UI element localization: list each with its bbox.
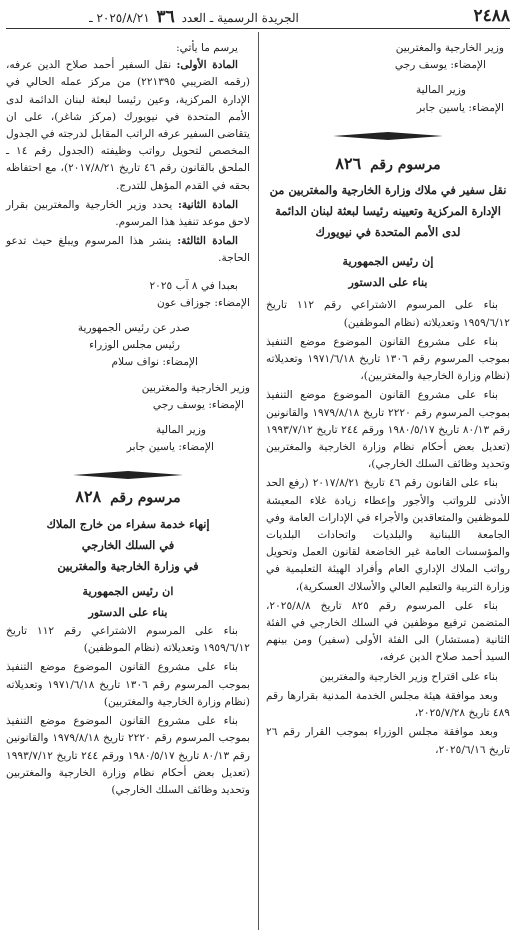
pm-title: رئيس مجلس الوزراء [89, 339, 180, 352]
decree-828-clause: بناء على مشروع القانون الموضوع موضع التنفيذ بموجب المرسوم رقم ٢٢٢٠ تاريخ ١٩٧٩/٨/١٨ والقانونين رقم ٨٠/١٣ تاريخ ١٩٨٠/٥/١٧ ورقم ٢٤٤ تاريخ ١٩٩٣/٧/١٢ (تعديل بعض أحكام نظام وزارة الخارجية والمغتربين وتحديد وظائف السلك الخارجي) [6, 715, 250, 796]
right-column [266, 40, 510, 761]
pm-signature: الإمضاء: نواف سلام [111, 356, 198, 369]
column-divider [258, 32, 259, 930]
decree-828-clause: بناء على مشروع القانون الموضوع موضع التنفيذ بموجب المرسوم رقم ١٣٠٦ تاريخ ١٩٧١/٦/١٨ وتعديلاته (نظام وزارة الخارجية والمغتربين) [6, 661, 250, 708]
decree-826-clause: بناء على المرسوم رقم ٨٢٥ تاريخ ٢٠٢٥/٨/٨، المتضمن ترفيع موظفين في السلك الخارجي في الفئة الثانية (مستشار) الى الفئة الأولى (سفير) ومن بينهم السيد أحمد صلاح الدين عرفه، [266, 599, 510, 664]
decree-828-number: ٨٢٨ [75, 487, 102, 507]
page-header [6, 6, 510, 28]
decree-828-constitution: بناء على الدستور [88, 604, 168, 619]
decree-826-president: إن رئيس الجمهورية [342, 254, 434, 269]
article-2-label: المادة الثانية: [177, 198, 239, 211]
article-1-text: نقل السفير أحمد صلاح الدين عرفه، (رقمه الضريبي ٢٢١٣٩٥) من مركز عمله الحالي في الإدارة المركزية، وعين رئيسا لبعثة لبنان الدائمة لدى الأمم المتحدة في نيويورك (مركز شاغر)، على ان يتقاضى السفير عرفه الراتب المقابل لدرجته في الجدول المخصص لتحويل رواتب وظيفته (الجدول رقم ١٤ ـ الملحق بالقانون رقم ٤٦ تاريخ ٢٠١٧/٨/٢١)، مع احتفاظه بحقه في القدم المؤهل للتدرج. [6, 59, 250, 192]
decree-828-subject-line: في السلك الخارجي [81, 537, 175, 552]
decree-826-clause: بناء على المرسوم الاشتراعي رقم ١١٢ تاريخ ١٩٥٩/٦/١٢ وتعديلاته (نظام الموظفين) [266, 299, 510, 329]
decree-828-subject-line: إنهاء خدمة سفراء من خارج الملاك [46, 516, 210, 531]
article-3 [6, 233, 250, 267]
article-2 [6, 197, 250, 231]
top-minister-signature: الإمضاء: يوسف رجي [394, 59, 486, 72]
decree-826-clause: بناء على اقتراح وزير الخارجية والمغتربين [319, 670, 498, 683]
decree-828-title [6, 488, 250, 507]
gazette-header [6, 7, 382, 27]
decree-828-subject-line: في وزارة الخارجية والمغتربين [57, 558, 199, 573]
decree-826-clause: وبعد موافقة مجلس الوزراء بموجب القرار رقم ٢٦ تاريخ ٢٠٢٥/٦/١٦، [266, 726, 510, 756]
top-minister-title: وزير الخارجية والمغتربين [395, 42, 504, 54]
decree-828-clause: بناء على المرسوم الاشتراعي رقم ١١٢ تاريخ ١٩٥٩/٦/١٢ وتعديلاته (نظام الموظفين) [6, 625, 250, 655]
decree-828-president: ان رئيس الجمهورية [82, 583, 174, 598]
decrees-line: يرسم ما يأتي: [176, 42, 238, 54]
issue-date: ٢٠٢٥/٨/٢١ ـ [89, 11, 150, 25]
decree-826-clause: بناء على مشروع القانون الموضوع موضع التنفيذ بموجب المرسوم رقم ١٣٠٦ تاريخ ١٩٧١/٦/١٨ وتعديلاته (نظام وزارة الخارجية والمغتربين)، [266, 335, 510, 383]
decree-826-title [266, 155, 510, 174]
finance-signature: الإمضاء: ياسين جابر [126, 441, 214, 454]
left-column [6, 40, 250, 801]
top-finance-title: وزير المالية [415, 84, 466, 97]
header-rule [6, 28, 510, 29]
article-1 [6, 57, 250, 195]
president-signature: الإمضاء: جوزاف عون [157, 296, 250, 309]
minister-title: وزير الخارجية والمغتربين [141, 381, 250, 394]
issue-number: ٣٦ [156, 7, 175, 27]
issued-place-date: بعبدا في ٨ آب ٢٠٢٥ [149, 279, 238, 292]
gazette-name: الجريدة الرسمية ـ العدد [181, 11, 299, 25]
decree-826-label: مرسوم رقم [370, 156, 441, 173]
article-1-label: المادة الأولى: [176, 59, 238, 72]
finance-title: وزير المالية [155, 424, 206, 437]
article-3-label: المادة الثالثة: [177, 235, 238, 248]
decree-826-number: ٨٢٦ [335, 153, 362, 173]
minister-signature: الإمضاء: يوسف رجي [152, 398, 244, 411]
page-number: ٢٤٨٨ [473, 6, 510, 26]
decree-828-label: مرسوم رقم [110, 490, 181, 507]
article-2-text: يحدد وزير الخارجية والمغتربين بقرار لاحق موعد تنفيذ هذا المرسوم. [6, 198, 250, 229]
article-3-text: ينشر هذا المرسوم ويبلغ حيث تدعو الحاجة. [6, 235, 250, 265]
decree-826-subject: نقل سفير في ملاك وزارة الخارجية والمغتربين من الإدارة المركزية وتعيينه رئيسا لبعثة لبنان الدائمة لدى الأمم المتحدة في نيويورك [269, 183, 507, 240]
decree-828-subject [6, 514, 250, 577]
top-finance-signature: الإمضاء: ياسين جابر [416, 101, 504, 114]
decree-826-clause: بناء على القانون رقم ٤٦ تاريخ ٢٠١٧/٨/٢١ (رفع الحد الأدنى للرواتب والأجور وإعطاء زيادة غلاء المعيشة للموظفين والمتعاقدين والأجراء في الإدارات العامة وفي الجامعة اللبنانية والبلديات واتحادات البلديات والمؤسسات العامة غير الخاضعة لقانون العمل وتحويل رواتب الملاك الإداري العام وأفراد الهيئة التعليمية في وزارة التربية والتعليم العالي والأسلاك العسكرية)، [266, 477, 510, 593]
decree-826-constitution: بناء على الدستور [348, 275, 428, 290]
separator-ornament [333, 131, 443, 141]
decree-826-clause: بناء على مشروع القانون الموضوع موضع التنفيذ بموجب المرسوم رقم ٢٢٢٠ تاريخ ١٩٧٩/٨/١٨ والقانونين رقم ٨٠/١٣ تاريخ ١٩٨٠/٥/١٧ ورقم ٢٤٤ تاريخ ١٩٩٣/٧/١٢ (تعديل بعض أحكام نظام وزارة الخارجية والمغتربين وتحديد وظائف السلك الخارجي)، [266, 389, 510, 471]
issued-by: صدر عن رئيس الجمهورية [77, 322, 190, 335]
separator-ornament [73, 470, 183, 480]
decree-826-clause: وبعد موافقة هيئة مجلس الخدمة المدنية بقرارها رقم ٤٨٩ تاريخ ٢٠٢٥/٧/٢٨، [266, 689, 510, 720]
